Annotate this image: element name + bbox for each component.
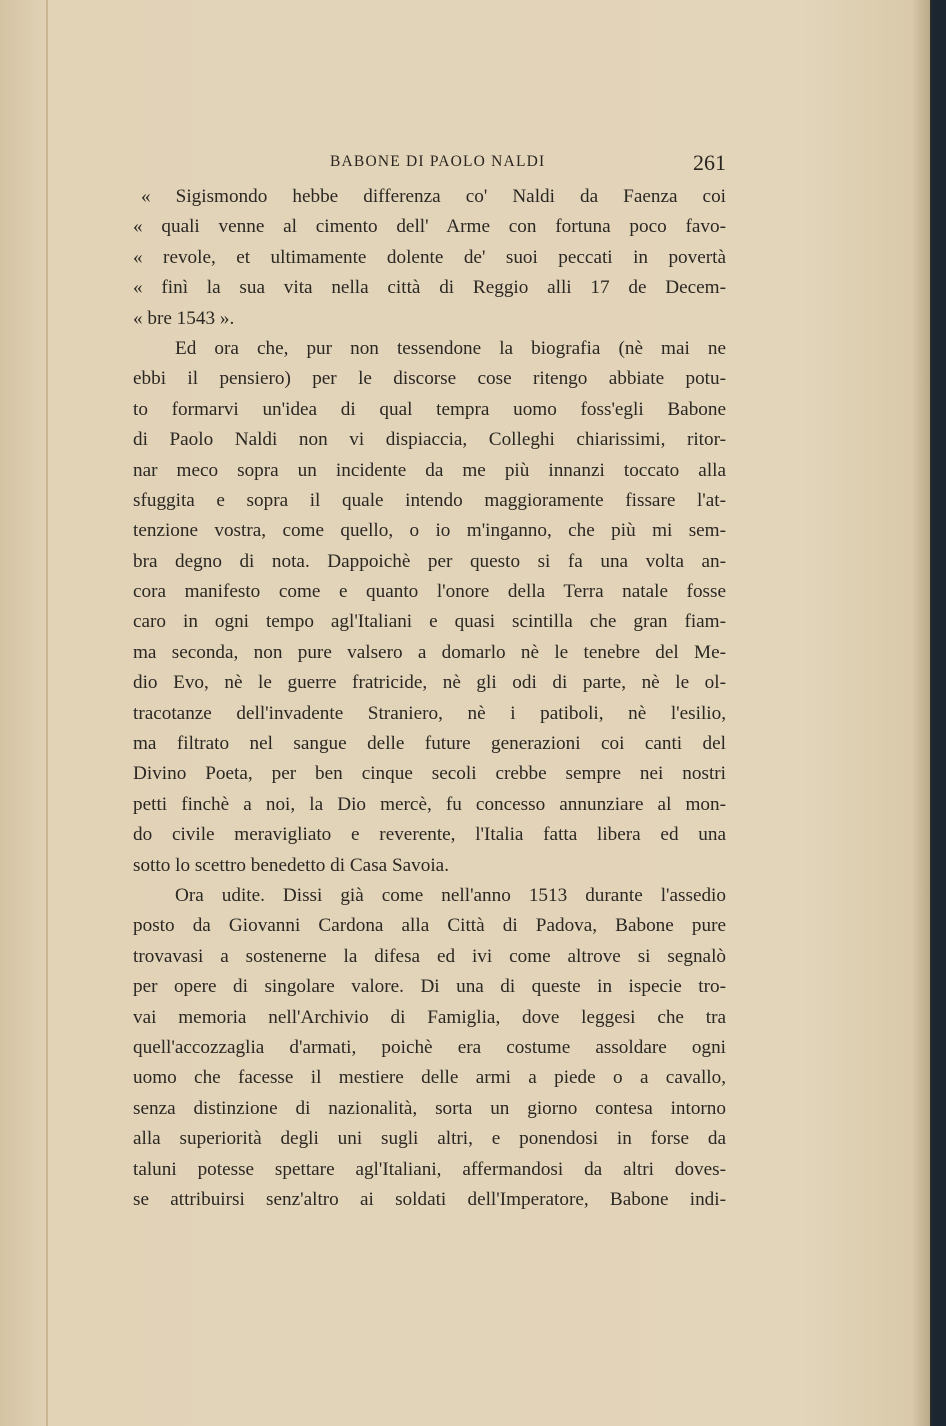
text-line: vai memoria nell'Archivio di Famiglia, dove leggesi che tra: [133, 1006, 726, 1028]
text-line: ma seconda, non pure valsero a domarlo nè le tenebre del Me-: [133, 641, 726, 663]
text-line: bra degno di nota. Dappoichè per questo si fa una volta an-: [133, 550, 726, 572]
text-line: « finì la sua vita nella città di Reggio alli 17 de Decem-: [133, 277, 726, 299]
text-line: Divino Poeta, per ben cinque secoli crebbe sempre nei nostri: [133, 763, 726, 785]
text-line: sfuggita e sopra il quale intendo maggioramente fissare l'at-: [133, 489, 726, 511]
text-line: ma filtrato nel sangue delle future generazioni coi canti del: [133, 733, 726, 755]
text-line: « Sigismondo hebbe differenza co' Naldi da Faenza coi: [141, 186, 726, 207]
gutter-line: [46, 0, 48, 1426]
text-line: di Paolo Naldi non vi dispiaccia, Colleghi chiarissimi, ritor-: [133, 429, 726, 451]
page-number: 261: [693, 150, 726, 175]
text-line: Ed ora che, pur non tessendone la biografia (nè mai ne: [175, 337, 726, 359]
text-line: alla superiorità degli uni sugli altri, e ponendosi in forse da: [133, 1128, 726, 1150]
text-line: petti finchè a noi, la Dio mercè, fu concesso annunziare al mon-: [133, 793, 726, 815]
text-line: tenzione vostra, come quello, o io m'inganno, che più mi sem-: [133, 520, 726, 542]
text-line: se attribuirsi senz'altro ai soldati dell'Imperatore, Babone indi-: [133, 1188, 726, 1210]
text-line: Ora udite. Dissi già come nell'anno 1513 durante l'assedio: [175, 884, 726, 906]
text-line: « quali venne al cimento dell' Arme con fortuna poco favo-: [133, 216, 726, 238]
text-line: taluni potesse spettare agl'Italiani, affermandosi da altri doves-: [133, 1158, 726, 1180]
page-header: [130, 150, 726, 180]
text-line: posto da Giovanni Cardona alla Città di Padova, Babone pure: [133, 915, 726, 937]
text-line: « bre 1543 ».: [133, 307, 235, 329]
text-line: caro in ogni tempo agl'Italiani e quasi scintilla che gran fiam-: [133, 611, 726, 633]
text-line: dio Evo, nè le guerre fratricide, nè gli odi di parte, nè le ol-: [133, 672, 726, 694]
text-line: trovavasi a sostenerne la difesa ed ivi come altrove si segnalò: [133, 945, 726, 967]
text-line: nar meco sopra un incidente da me più innanzi toccato alla: [133, 459, 726, 481]
text-line: « revole, et ultimamente dolente de' suoi peccati in povertà: [133, 246, 726, 268]
running-title: BABONE DI PAOLO NALDI: [330, 153, 546, 170]
body-text: [133, 182, 726, 1215]
text-line: tracotanze dell'invadente Straniero, nè i patiboli, nè l'esilio,: [133, 702, 726, 724]
text-line: do civile meravigliato e reverente, l'Italia fatta libera ed una: [133, 824, 726, 846]
text-line: cora manifesto come e quanto l'onore della Terra natale fosse: [133, 581, 726, 603]
text-line: sotto lo scettro benedetto di Casa Savoia.: [133, 854, 449, 876]
text-line: to formarvi un'idea di qual tempra uomo foss'egli Babone: [133, 398, 726, 420]
page-edge-shadow: [912, 0, 932, 1426]
text-line: senza distinzione di nazionalità, sorta un giorno contesa intorno: [133, 1097, 726, 1119]
text-line: quell'accozzaglia d'armati, poichè era costume assoldare ogni: [133, 1036, 726, 1058]
text-line: uomo che facesse il mestiere delle armi a piede o a cavallo,: [133, 1067, 726, 1089]
text-line: ebbi il pensiero) per le discorse cose ritengo abbiate potu-: [133, 368, 726, 390]
text-line: per opere di singolare valore. Di una di queste in ispecie tro-: [133, 976, 726, 998]
